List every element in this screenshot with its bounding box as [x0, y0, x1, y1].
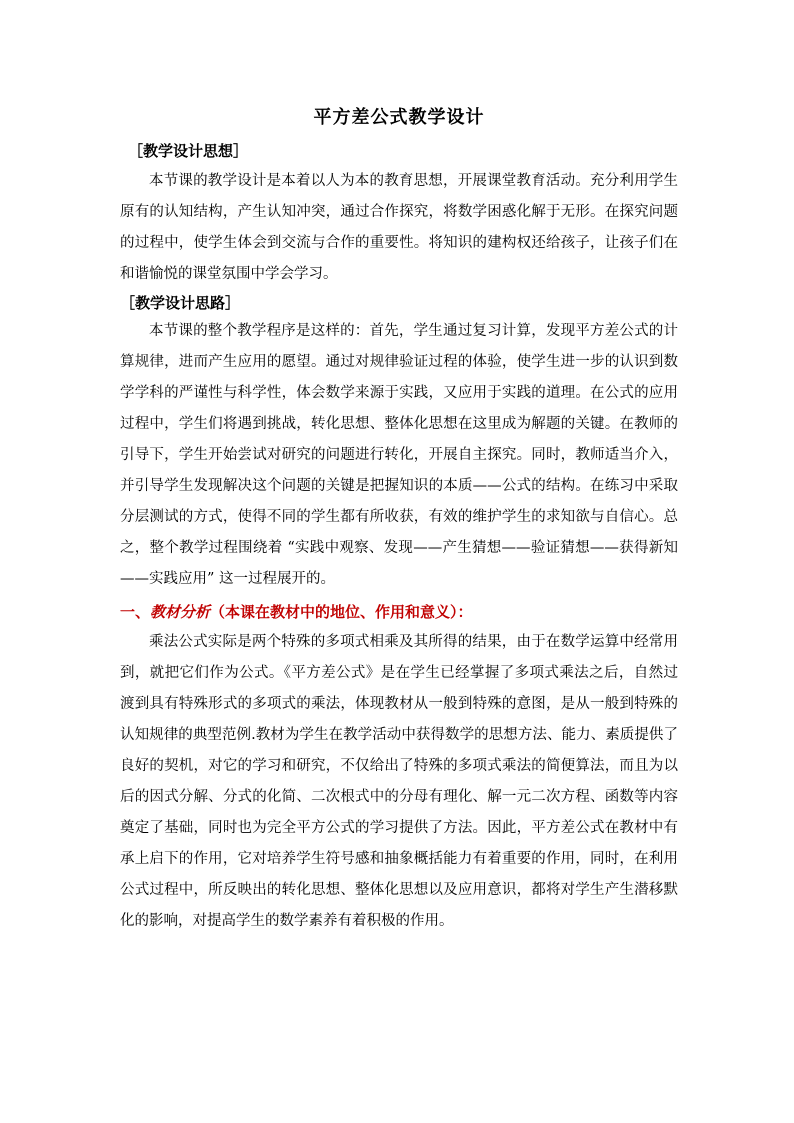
section-number: 一、: [120, 603, 151, 621]
paragraph-teaching-thought: 本节课的教学设计是本着以人为本的教育思想，开展课堂教育活动。充分利用学生原有的认知结构，产生认知冲突，通过合作探究，将数学困惑化解于无形。在探究问题的过程中，使学生体会到交流与合作的重要性。将知识的建构权还给孩子，让孩子们在和谐愉悦的课堂氛围中学会学习。: [120, 173, 678, 282]
paragraph-textbook-analysis: 乘法公式实际是两个特殊的多项式相乘及其所得的结果，由于在数学运算中经常用到，就把它们作为公式。《平方差公式》是在学生已经掌握了多项式乘法之后，自然过渡到具有特殊形式的多项式的乘法，体现教材从一般到特殊的意图，是从一般到特殊的认知规律的典型范例.教材为学生在教学活动中获得数学的思想方法、能力、素质提供了良好的契机，对它的学习和研究，不仅给出了特殊的多项式乘法的简便算法，而且为以后的因式分解、分式的化简、二次根式中的分母有理化、解一元二次方程、函数等内容奠定了基础，同时也为完全平方公式的学习提供了方法。因此，平方差公式在教材中有承上启下的作用，它对培养学生符号感和抽象概括能力有着重要的作用，同时，在利用公式过程中，所反映出的转化思想、整体化思想以及应用意识，都将对学生产生潜移默化的影响，对提高学生的数学素养有着积极的作用。: [120, 634, 678, 929]
section-heading-teaching-approach: ［教学设计思路］: [120, 294, 241, 312]
section-heading-textbook-analysis: [120, 597, 678, 627]
section-heading-teaching-thought: ［教学设计思想］: [128, 142, 249, 160]
document-title: 平方差公式教学设计: [313, 107, 485, 128]
section-term: 教材分析: [150, 603, 211, 621]
paragraph-teaching-approach: 本节课的整个教学程序是这样的：首先，学生通过复习计算，发现平方差公式的计算规律，进而产生应用的愿望。通过对规律验证过程的体验，使学生进一步的认识到数学学科的严谨性与科学性，体会数学来源于实践，又应用于实践的道理。在公式的应用过程中，学生们将遇到挑战，转化思想、整体化思想在这里成为解题的关键。在教师的引导下，学生开始尝试对研究的问题进行转化，开展自主探究。同时，教师适当介入，并引导学生发现解决这个问题的关键是把握知识的本质——公式的结构。在练习中采取分层测试的方式，使得不同的学生都有所收获，有效的维护学生的求知欲与自信心。总之，整个教学过程围绕着 “实践中观察、发现——产生猜想——验证猜想——获得新知——实践应用” 这一过程展开的。: [120, 323, 678, 587]
section-subtitle: （本课在教材中的地位、作用和意义）：: [210, 603, 473, 621]
document-body: [120, 104, 678, 937]
